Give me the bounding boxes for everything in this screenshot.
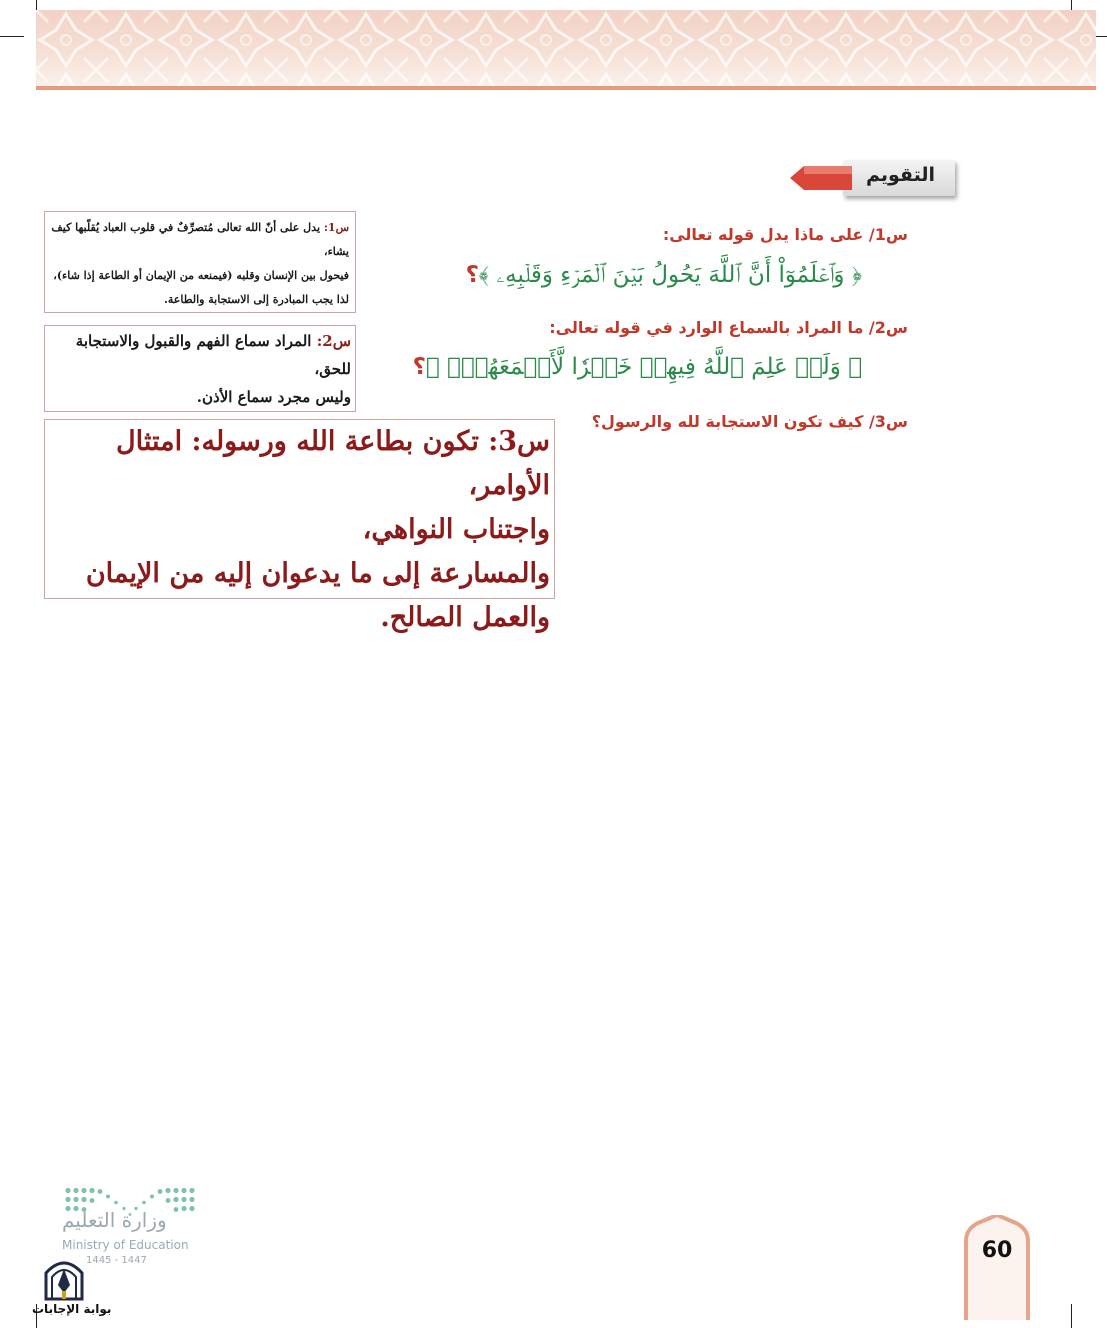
answer-2-line-2: وليس مجرد سماع الأذن. [196, 388, 351, 406]
answer-1-line-3: لذا يجب المبادرة إلى الاستجابة والطاعة. [164, 293, 349, 306]
page-number-tab [962, 1215, 1032, 1320]
answer-1-line-2: فيحول بين الإنسان وقلبه (فيمنعه من الإيمان أو الطاعة إذا شاء)، [53, 269, 349, 282]
answer-3-line-1 [49, 420, 550, 508]
answer-3-text-1: تكون بطاعة الله ورسوله: امتثال الأوامر، [116, 426, 550, 501]
verse-2-text: ﴿ وَلَوۡ عَلِمَ ٱللَّهُ فِيهِمۡ خَيۡرٗا لَّأَسۡمَعَهُمۡۖ ﴾ [425, 354, 862, 380]
answer-3-prefix: س3: [488, 426, 550, 457]
crop-mark [0, 36, 24, 37]
answer-box-1 [44, 211, 356, 313]
question-2: س2/ ما المراد بالسماع الوارد في قوله تعالى: [549, 318, 908, 337]
answer-3-line-2: واجتناب النواهي، [362, 514, 550, 545]
answer-box-2 [44, 325, 356, 412]
answer-1-prefix: س1: [323, 221, 349, 234]
section-title: التقويم [865, 164, 935, 186]
verse-2-question-mark: ؟ [412, 354, 426, 380]
answer-box-3 [44, 419, 555, 633]
answer-2-prefix: س2: [316, 332, 351, 350]
ministry-name-english: Ministry of Education [62, 1238, 189, 1252]
question-3: س3/ كيف تكون الاستجابة لله والرسول؟ [591, 412, 908, 431]
ministry-years: 1445 - 1447 [86, 1255, 147, 1266]
answer-1-line-1 [51, 216, 349, 264]
answer-3-line-3: والمسارعة إلى ما يدعوان إليه من الإيمان والعمل الصالح. [85, 558, 550, 633]
red-arrow-icon [790, 166, 852, 190]
verse-1-question-mark: ؟ [465, 262, 479, 288]
verse-1 [466, 262, 862, 288]
portal-logo-icon [42, 1255, 86, 1301]
verse-2 [413, 354, 862, 380]
ministry-name-arabic: وزارة التعليم [62, 1208, 167, 1232]
answer-2-line-1 [49, 327, 351, 383]
arabesque-pattern-icon [36, 10, 1096, 88]
page-number: 60 [981, 1238, 1013, 1263]
question-1: س1/ على ماذا يدل قوله تعالى: [662, 225, 908, 244]
header-banner [36, 10, 1096, 88]
answer-1-text-1: يدل على أنّ الله تعالى مُتصرِّفٌ في قلوب العباد يُقلّبها كيف يشاء، [51, 221, 349, 258]
verse-1-text: ﴿ وَٱعۡلَمُوٓاْ أَنَّ ٱللَّهَ يَحُولُ بَيۡنَ ٱلۡمَرۡءِ وَقَلۡبِهِۦ ﴾ [478, 262, 862, 288]
banner-underline [36, 86, 1096, 90]
crop-mark [1071, 1304, 1072, 1328]
portal-name: بوابة الإجابات [32, 1302, 112, 1316]
section-tab-evaluation [790, 160, 955, 200]
answer-2-text-1: المراد سماع الفهم والقبول والاستجابة للحق، [75, 332, 351, 378]
